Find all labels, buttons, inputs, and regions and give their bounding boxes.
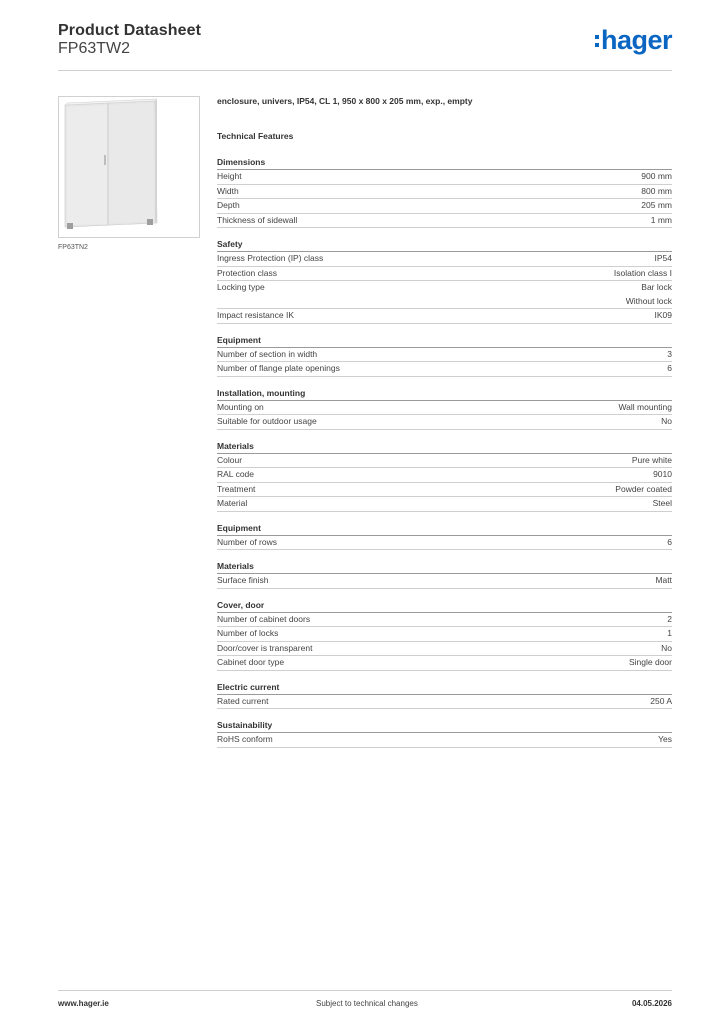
feature-section bbox=[217, 238, 672, 324]
feature-value: 900 mm bbox=[641, 171, 672, 181]
footer-website[interactable]: www.hager.ie bbox=[58, 999, 109, 1008]
logo-dots-icon bbox=[595, 35, 599, 47]
section-title: Dimensions bbox=[217, 156, 672, 170]
feature-row bbox=[217, 214, 672, 229]
section-title: Equipment bbox=[217, 334, 672, 348]
feature-label: Door/cover is transparent bbox=[217, 642, 313, 653]
feature-label: Height bbox=[217, 171, 242, 181]
feature-value: Wall mounting bbox=[618, 401, 672, 412]
feature-label: Suitable for outdoor usage bbox=[217, 416, 317, 426]
datasheet-content bbox=[217, 95, 672, 748]
page-header bbox=[58, 20, 672, 71]
feature-value: Pure white bbox=[631, 454, 672, 465]
feature-label: Surface finish bbox=[217, 575, 269, 585]
feature-value: 9010 bbox=[653, 469, 672, 479]
feature-section bbox=[217, 440, 672, 512]
feature-row bbox=[217, 613, 672, 628]
feature-value: 800 mm bbox=[641, 185, 672, 196]
feature-value: Single door bbox=[628, 657, 672, 667]
feature-row bbox=[217, 362, 672, 377]
feature-row bbox=[217, 267, 672, 282]
section-title: Electric current bbox=[217, 681, 672, 695]
feature-row bbox=[217, 656, 672, 671]
enclosure-illustration bbox=[59, 97, 199, 237]
feature-section bbox=[217, 334, 672, 377]
feature-label: Number of section in width bbox=[217, 348, 318, 359]
section-title: Materials bbox=[217, 440, 672, 454]
feature-row bbox=[217, 199, 672, 214]
feature-section bbox=[217, 560, 672, 589]
product-description: enclosure, univers, IP54, CL 1, 950 x 800 x 205 mm, exp., empty bbox=[217, 96, 473, 106]
footer-notice: Subject to technical changes bbox=[316, 999, 418, 1008]
page-footer bbox=[58, 990, 672, 1015]
feature-row bbox=[217, 642, 672, 657]
feature-value: IP54 bbox=[654, 253, 672, 263]
feature-section bbox=[217, 156, 672, 228]
section-title: Installation, mounting bbox=[217, 387, 672, 401]
feature-value: IK09 bbox=[654, 310, 672, 320]
section-title: Safety bbox=[217, 238, 672, 252]
feature-label: Number of rows bbox=[217, 536, 277, 547]
feature-label: Impact resistance IK bbox=[217, 310, 295, 320]
feature-value: 6 bbox=[667, 536, 672, 547]
feature-label: Locking type bbox=[217, 282, 265, 292]
section-title: Materials bbox=[217, 560, 672, 574]
feature-row bbox=[217, 281, 672, 309]
feature-sections bbox=[217, 156, 672, 748]
feature-section bbox=[217, 387, 672, 430]
feature-label: RAL code bbox=[217, 469, 255, 479]
feature-row bbox=[217, 695, 672, 710]
feature-label: Treatment bbox=[217, 483, 256, 494]
footer-date: 04.05.2026 bbox=[631, 999, 672, 1008]
feature-value: 250 A bbox=[650, 695, 672, 706]
feature-value: 1 bbox=[667, 628, 672, 638]
feature-row bbox=[217, 401, 672, 416]
feature-row bbox=[217, 170, 672, 185]
feature-row bbox=[217, 415, 672, 430]
product-code: FP63TW2 bbox=[58, 40, 131, 57]
feature-value: Steel bbox=[652, 498, 672, 508]
hager-logo bbox=[595, 26, 672, 54]
feature-value: 6 bbox=[667, 363, 672, 373]
feature-label: RoHS conform bbox=[217, 734, 273, 744]
feature-row bbox=[217, 468, 672, 483]
feature-section bbox=[217, 681, 672, 710]
feature-label: Width bbox=[217, 185, 239, 196]
feature-row bbox=[217, 536, 672, 551]
feature-label: Protection class bbox=[217, 267, 277, 278]
feature-label: Colour bbox=[217, 454, 243, 465]
feature-value: 3 bbox=[667, 348, 672, 359]
page-title: Product Datasheet bbox=[58, 22, 202, 39]
feature-label: Cabinet door type bbox=[217, 657, 285, 667]
feature-value: Isolation class I bbox=[613, 267, 672, 278]
feature-value: 1 mm bbox=[650, 214, 672, 225]
feature-label: Number of locks bbox=[217, 628, 279, 638]
image-caption: FP63TN2 bbox=[58, 244, 88, 251]
feature-row bbox=[217, 733, 672, 748]
feature-label: Ingress Protection (IP) class bbox=[217, 253, 324, 263]
feature-value: Bar lock Without lock bbox=[625, 282, 672, 306]
feature-section bbox=[217, 599, 672, 671]
feature-label: Mounting on bbox=[217, 401, 264, 412]
feature-row bbox=[217, 483, 672, 498]
feature-label: Material bbox=[217, 498, 248, 508]
feature-row bbox=[217, 627, 672, 642]
section-title: Sustainability bbox=[217, 719, 672, 733]
feature-section bbox=[217, 719, 672, 748]
feature-value: No bbox=[661, 416, 672, 426]
feature-section bbox=[217, 522, 672, 551]
feature-label: Number of flange plate openings bbox=[217, 363, 340, 373]
section-title: Cover, door bbox=[217, 599, 672, 613]
feature-row bbox=[217, 497, 672, 512]
feature-row bbox=[217, 185, 672, 200]
logo-text: hager bbox=[600, 25, 672, 55]
features-heading: Technical Features bbox=[217, 131, 294, 141]
feature-value: Powder coated bbox=[615, 483, 672, 494]
feature-row bbox=[217, 348, 672, 363]
feature-value: 205 mm bbox=[641, 200, 672, 210]
feature-row bbox=[217, 252, 672, 267]
feature-value: 2 bbox=[667, 613, 672, 624]
feature-label: Thickness of sidewall bbox=[217, 214, 298, 225]
feature-value: Yes bbox=[658, 734, 672, 744]
feature-row bbox=[217, 454, 672, 469]
section-title: Equipment bbox=[217, 522, 672, 536]
feature-label: Number of cabinet doors bbox=[217, 613, 311, 624]
feature-value: Matt bbox=[655, 575, 672, 585]
feature-label: Rated current bbox=[217, 695, 269, 706]
product-image bbox=[58, 96, 200, 238]
feature-value: No bbox=[661, 642, 672, 653]
feature-row bbox=[217, 574, 672, 589]
feature-row bbox=[217, 309, 672, 324]
feature-label: Depth bbox=[217, 200, 240, 210]
